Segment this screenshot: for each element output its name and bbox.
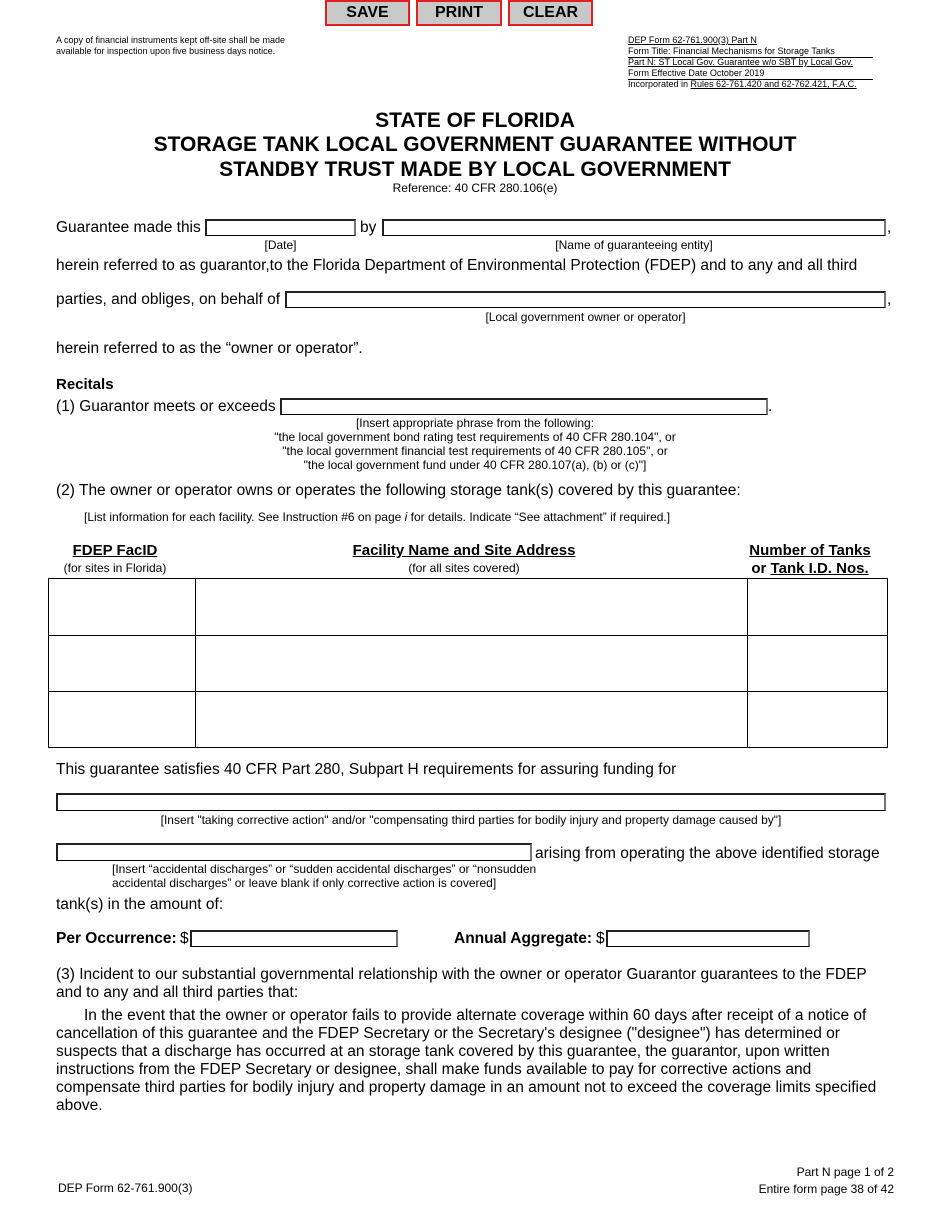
owner-operator-field[interactable] xyxy=(285,291,886,308)
row2-tanks-input[interactable] xyxy=(749,637,885,689)
arising-text: arising from operating the above identified storage xyxy=(535,845,880,862)
title-line2: STORAGE TANK LOCAL GOVERNMENT GUARANTEE WITHOUT xyxy=(153,133,797,156)
note-page-ref: i xyxy=(404,510,408,524)
by-label: by xyxy=(360,219,377,236)
notice-line: A copy of financial instruments kept off-site shall be made xyxy=(56,35,285,45)
coverage-type-caption: [Insert "taking corrective action" and/or "compensating third parties for bodily injury and property damage caused by"] xyxy=(160,813,782,827)
row2-facility-input[interactable] xyxy=(197,637,745,689)
col-tanks-header-line1: Number of Tanks xyxy=(749,542,871,559)
title-line3: STANDBY TRUST MADE BY LOCAL GOVERNMENT xyxy=(219,158,731,181)
caption-line: "the local government bond rating test requirements of 40 CFR 280.104", or xyxy=(274,430,676,444)
entity-caption: [Name of guaranteeing entity] xyxy=(555,238,713,252)
period: . xyxy=(768,398,773,415)
table-col-divider xyxy=(195,579,196,747)
herein-owner-text: herein referred to as the “owner or operator”. xyxy=(56,340,363,357)
caption-line: [Insert “accidental discharges” or “sudden accidental discharges” or “nonsudden xyxy=(112,862,537,876)
col-tanks-header xyxy=(740,542,880,578)
form-id: DEP Form 62-761.900(3) Part N xyxy=(628,35,757,45)
form-info-block xyxy=(628,35,878,91)
recital-1-caption xyxy=(175,416,775,472)
print-button[interactable]: PRINT xyxy=(416,0,502,26)
footer-page-info xyxy=(759,1164,894,1198)
guaranteeing-entity-field[interactable] xyxy=(382,219,886,236)
dollar-sign: $ xyxy=(180,930,189,947)
recitals-heading: Recitals xyxy=(56,376,114,393)
discharge-type-field[interactable] xyxy=(56,843,532,861)
table-row-divider xyxy=(49,691,887,692)
offsite-notice xyxy=(56,35,285,57)
row1-facid-input[interactable] xyxy=(51,581,193,633)
note-text: for details. Indicate “See attachment” if required.] xyxy=(407,510,671,524)
col-tanks-header-line2: or Tank I.D. Nos. xyxy=(751,560,869,577)
parties-obliges-label: parties, and obliges, on behalf of xyxy=(56,291,281,308)
per-occurrence-label: Per Occurrence: xyxy=(56,930,177,947)
row3-facility-input[interactable] xyxy=(197,693,745,745)
footer-form-number: DEP Form 62-761.900(3) xyxy=(58,1181,193,1195)
notice-line: available for inspection upon five business days notice. xyxy=(56,46,276,56)
annual-aggregate-amount-field[interactable] xyxy=(606,930,810,947)
amount-of-text: tank(s) in the amount of: xyxy=(56,896,224,913)
section3-intro: (3) Incident to our substantial governmental relationship with the owner or operator Guarantor guarantees to the FDEP and to any and all third parties that: xyxy=(56,966,867,1001)
title-state: STATE OF FLORIDA xyxy=(375,109,575,132)
satisfies-text: This guarantee satisfies 40 CFR Part 280, Subpart H requirements for assuring funding for xyxy=(56,761,677,778)
date-caption: [Date] xyxy=(264,238,297,252)
comma: , xyxy=(887,219,892,236)
col-facility-sub: (for all sites covered) xyxy=(408,561,520,575)
form-incorporated: Incorporated in Rules 62-761.420 and 62-762.421, F.A.C. xyxy=(628,79,857,89)
recital-2-note xyxy=(84,510,670,524)
section3-body: In the event that the owner or operator fails to provide alternate coverage within 60 days after receipt of a notice of cancellation of this guarantee and the FDEP Secretary or the Secretary's designee ("designee") has determined or suspects that a discharge has occurred at an storage tank covered by this guarantee, the guarantor, upon written instructions from the FDEP Secretary or designee, shall make funds available to pay for corrective actions and compensate third parties for bodily injury and property damage in an amount not to exceed the coverage limits specified above. xyxy=(56,1007,877,1114)
herein-guarantor-text: herein referred to as guarantor,to the Florida Department of Environmental Protection (FDEP) and to any and all third xyxy=(56,257,858,274)
facility-table xyxy=(48,578,888,748)
caption-line: "the local government fund under 40 CFR 280.107(a), (b) or (c)"] xyxy=(303,458,647,472)
form-title: Form Title: Financial Mechanisms for Storage Tanks xyxy=(628,46,873,58)
row1-facility-input[interactable] xyxy=(197,581,745,633)
save-button[interactable]: SAVE xyxy=(325,0,410,26)
annual-aggregate-label: Annual Aggregate: xyxy=(454,930,593,947)
recital-2-text: (2) The owner or operator owns or operates the following storage tank(s) covered by this guarantee: xyxy=(56,482,741,499)
caption-line: accidental discharges” or leave blank if only corrective action is covered] xyxy=(112,876,497,890)
title-reference: Reference: 40 CFR 280.106(e) xyxy=(392,181,558,195)
recital-1-label: (1) Guarantor meets or exceeds xyxy=(56,398,276,415)
guarantee-made-label: Guarantee made this xyxy=(56,219,201,236)
form-part: Part N: ST Local Gov. Guarantee w/o SBT by Local Gov. xyxy=(628,57,853,67)
note-text: [List information for each facility. See Instruction #6 on page xyxy=(84,510,405,524)
form-effective-date: Form Effective Date October 2019 xyxy=(628,68,873,80)
col-facility-header: Facility Name and Site Address xyxy=(352,542,576,559)
per-occurrence-amount-field[interactable] xyxy=(190,930,398,947)
date-field[interactable] xyxy=(205,219,356,236)
clear-button[interactable]: CLEAR xyxy=(508,0,593,26)
footer-entire-page: Entire form page 38 of 42 xyxy=(758,1182,894,1196)
comma: , xyxy=(887,291,892,308)
row2-facid-input[interactable] xyxy=(51,637,193,689)
table-col-divider xyxy=(747,579,748,747)
coverage-type-field[interactable] xyxy=(56,793,886,811)
col-fdep-facid-sub: (for sites in Florida) xyxy=(63,561,167,575)
row3-facid-input[interactable] xyxy=(51,693,193,745)
caption-line: "the local government financial test requirements of 40 CFR 280.105", or xyxy=(282,444,668,458)
caption-line: [Insert appropriate phrase from the following: xyxy=(355,416,595,430)
guarantor-test-field[interactable] xyxy=(280,398,768,415)
table-row-divider xyxy=(49,635,887,636)
row1-tanks-input[interactable] xyxy=(749,581,885,633)
dollar-sign: $ xyxy=(596,930,605,947)
col-fdep-facid-header: FDEP FacID xyxy=(72,542,158,559)
footer-part-page: Part N page 1 of 2 xyxy=(796,1165,894,1179)
owner-caption: [Local government owner or operator] xyxy=(485,310,686,324)
row3-tanks-input[interactable] xyxy=(749,693,885,745)
discharge-type-caption xyxy=(112,862,536,890)
